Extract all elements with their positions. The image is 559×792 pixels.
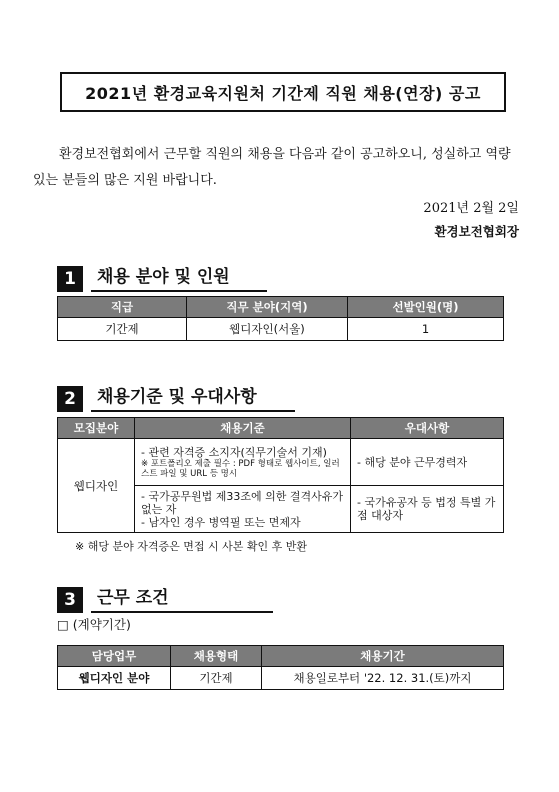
table-header: 직급 xyxy=(58,297,187,318)
table-cell: - 해당 분야 근무경력자 xyxy=(351,439,504,486)
footnote: ※ 해당 분야 자격증은 면접 시 사본 확인 후 반환 xyxy=(75,540,307,553)
intro-paragraph: 환경보전협회에서 근무할 직원의 채용을 다음과 같이 공고하오니, 성실하고 역량 있는 분들의 많은 지원 바랍니다. xyxy=(33,147,511,188)
section-1-header xyxy=(57,262,267,292)
table-cell: 웹디자인 xyxy=(58,439,135,533)
table-header: 채용형태 xyxy=(171,646,262,667)
table-cell: - 국가유공자 등 법정 특별 가점 대상자 xyxy=(351,486,504,533)
section-number: 3 xyxy=(57,587,83,613)
contract-period-label: □ (계약기간) xyxy=(57,617,131,632)
table-header: 직무 분야(지역) xyxy=(187,297,348,318)
section-title: 채용 분야 및 인원 xyxy=(91,262,267,292)
announcement-date: 2021년 2월 2일 xyxy=(423,201,519,216)
table-cell: 기간제 xyxy=(171,667,262,690)
table-row xyxy=(58,439,504,486)
table-header: 선발인원(명) xyxy=(348,297,504,318)
section-title: 채용기준 및 우대사항 xyxy=(91,382,295,412)
organization-name: 환경보전협회장 xyxy=(434,224,519,239)
table-cell: 웹디자인(서울) xyxy=(187,318,348,341)
table-cell: 1 xyxy=(348,318,504,341)
table-row xyxy=(58,667,504,690)
criteria-note: ※ 포트폴리오 제출 필수 : PDF 형태로 웹사이트, 일러스트 파일 및 URL 등 명시 xyxy=(141,458,340,479)
table-header: 채용기간 xyxy=(262,646,504,667)
table-cell: 웹디자인 분야 xyxy=(58,667,171,690)
table-header: 담당업무 xyxy=(58,646,171,667)
table-cell: 채용일로부터 '22. 12. 31.(토)까지 xyxy=(262,667,504,690)
table-header: 우대사항 xyxy=(351,418,504,439)
recruitment-table xyxy=(57,296,504,341)
section-2-header xyxy=(57,382,295,412)
table-header: 채용기준 xyxy=(135,418,351,439)
section-number: 2 xyxy=(57,386,83,412)
criteria-text: - 남자인 경우 병역필 또는 면제자 xyxy=(141,515,301,529)
table-cell xyxy=(135,439,351,486)
section-3-header xyxy=(57,583,273,613)
table-cell xyxy=(135,486,351,533)
section-title: 근무 조건 xyxy=(91,583,273,613)
conditions-table xyxy=(57,645,504,690)
page-title: 2021년 환경교육지원처 기간제 직원 채용(연장) 공고 xyxy=(60,72,506,112)
section-number: 1 xyxy=(57,266,83,292)
table-header: 모집분야 xyxy=(58,418,135,439)
criteria-text: - 관련 자격증 소지자(직무기술서 기재) xyxy=(141,445,327,459)
table-cell: 기간제 xyxy=(58,318,187,341)
criteria-text: - 국가공무원법 제33조에 의한 결격사유가 없는 자 xyxy=(141,489,343,516)
criteria-table xyxy=(57,417,504,533)
table-row xyxy=(58,318,504,341)
